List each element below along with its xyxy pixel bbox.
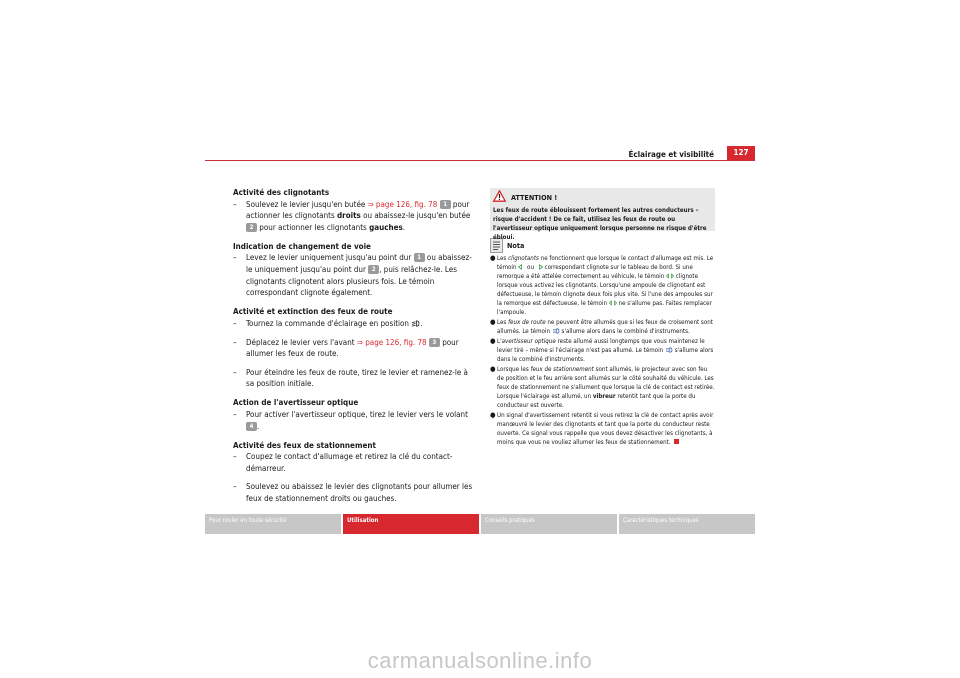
page-header-title: Éclairage et visibilité <box>628 150 714 159</box>
end-of-section-icon <box>674 439 679 444</box>
ref-badge-2: 2 <box>368 265 379 274</box>
section-heading: Activité des feux de stationnement <box>233 440 376 450</box>
tab-technical-data[interactable]: Caractéristiques techniques <box>619 514 755 534</box>
nota-item: ● Lorsque les feux de stationnement sont allumés, le projecteur avec son feu de position et le feu arrière sont allumés sur le côté souhaité du véhicule. Les feux de stationnement ne s'allument que lorsque la clé de contact est retirée. Lorsque l'éclairage est allumé, un vibreur retentit tant que la porte du conducteur est ouverte. <box>490 365 715 409</box>
list-item: – Pour éteindre les feux de route, tirez le levier et ramenez-le à sa position initiale. <box>233 367 468 389</box>
header-rule <box>205 160 755 161</box>
section-lane-change <box>233 241 477 299</box>
list-item: – Tournez la commande d'éclairage en position . <box>233 318 423 328</box>
warning-text: Les feux de route éblouissent fortement les autres conducteurs – risque d'accident ! De ce fait, utilisez les feux de route ou l'avertisseur optique uniquement lorsque personne ne risque d'être ébloui. <box>493 207 707 241</box>
warning-box <box>490 188 715 241</box>
section-heading: Indication de changement de voie <box>233 241 371 251</box>
page-link[interactable]: ⇒ page 126, fig. 78 <box>367 199 438 209</box>
list-item: – Soulevez ou abaissez le levier des clignotants pour allumer les feux de stationnement droits ou gauches. <box>233 482 473 504</box>
warning-triangle-icon <box>493 190 506 202</box>
nota-item: ● Un signal d'avertissement retentit si vous retirez la clé de contact après avoir manœuvré le levier des clignotants et tant que la porte du conducteur reste ouverte. Ce signal vous rappelle que vous devez désactiver les clignotants, à moins que vous ne vouliez allumer les feux de stationnement. <box>490 411 714 446</box>
page-link[interactable]: ⇒ page 126, fig. 78 <box>356 337 427 347</box>
right-column <box>490 188 715 447</box>
list-item: – Pour activer l'avertisseur optique, tirez le levier vers le volant 4 . <box>233 410 468 431</box>
ref-badge-4: 4 <box>246 422 257 431</box>
ref-badge-3: 3 <box>429 338 440 347</box>
section-turn-signals <box>233 187 477 233</box>
section-flasher <box>233 397 477 432</box>
high-beam-icon <box>665 347 673 353</box>
ref-badge-2: 2 <box>246 223 257 232</box>
ref-badge-1: 1 <box>414 253 425 262</box>
section-heading: Action de l'avertisseur optique <box>233 398 359 408</box>
watermark: carmanualsonline.info <box>367 648 593 673</box>
page-number: 127 <box>727 146 755 160</box>
trailer-indicator-icon <box>609 300 617 306</box>
tab-practical-tips[interactable]: Conseils pratiques <box>481 514 617 534</box>
nota-item: ● L'avertisseur optique reste allumé aussi longtemps que vous maintenez le levier tiré – même si l'éclairage n'est pas allumé. Le témoin s'allume alors dans le combiné d'instruments. <box>490 337 714 363</box>
tab-safety[interactable]: Pour rouler en toute sécurité <box>205 514 341 534</box>
left-column <box>233 187 477 512</box>
nota-item: ● Les feux de route ne peuvent être allumés que si les feux de croisement sont allumés. Le témoin s'allume alors dans le combiné d'instruments. <box>490 318 713 335</box>
nota-item: ● Les clignotants ne fonctionnent que lorsque le contact d'allumage est mis. Le témoin ou correspondant clignote sur le tableau de bord. Si une remorque a été attelée correctement au véhicule, le témoin clignote lorsque vous activez les clignotants. Lorsqu'une ampoule de clignotant est défectueuse, le témoin clignote deux fois plus vite. Si l'une des ampoules sur la remorque est défectueuse, le témoin ne s'allume pas. Faites remplacer l'ampoule. <box>490 254 714 316</box>
tab-operation[interactable]: Utilisation <box>343 514 479 534</box>
turn-right-icon <box>536 264 543 270</box>
section-parking-lights <box>233 440 477 505</box>
list-item: – Coupez le contact d'allumage et retirez la clé du contact-démarreur. <box>233 452 453 473</box>
list-item: – Soulevez le levier jusqu'en butée ⇒ page 126, fig. 78 1 pour actionner les clignotants droits ou abaissez-le jusqu'en butée 2 pour actionner les clignotants gauches. <box>233 199 471 232</box>
ref-badge-1: 1 <box>440 200 451 209</box>
section-heading: Activité des clignotants <box>233 188 330 197</box>
low-beam-icon <box>411 320 420 327</box>
section-heading: Activité et extinction des feux de route <box>233 307 393 317</box>
list-item: – Levez le levier uniquement jusqu'au point dur 1 ou abaissez-le uniquement jusqu'au point dur 2 , puis relâchez-le. Les clignotants clignotent alors plusieurs fois. Le témoin correspondant clignote également. <box>233 253 472 298</box>
nota-heading: Nota <box>490 237 715 253</box>
list-item: – Déplacez le levier vers l'avant ⇒ page 126, fig. 78 3 pour allumer les feux de route. <box>233 337 459 359</box>
warning-title: ATTENTION ! <box>511 193 558 202</box>
high-beam-icon <box>552 328 560 334</box>
trailer-indicator-icon <box>666 273 674 279</box>
section-high-beam <box>233 306 477 390</box>
